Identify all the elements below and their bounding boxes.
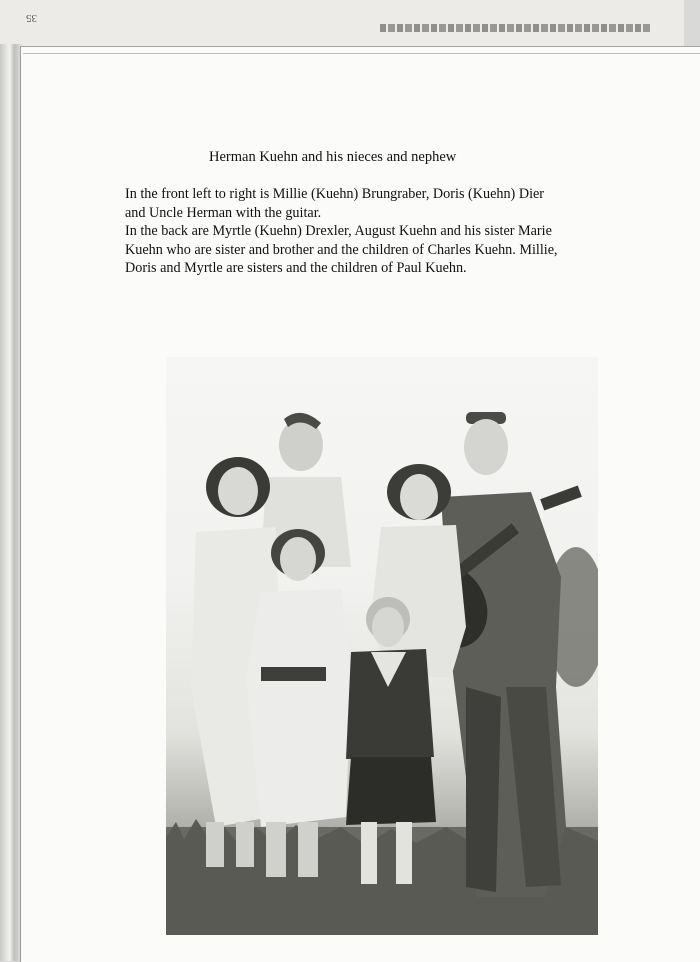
handwritten-note	[380, 24, 650, 32]
caption-line: In the front left to right is Millie (Kuehn) Brungraber, Doris (Kuehn) Dier	[125, 186, 545, 202]
photo-caption	[125, 185, 635, 278]
page-number: 35	[26, 12, 37, 24]
caption-line: Kuehn who are sister and brother and the children of Charles Kuehn. Millie,	[125, 241, 558, 258]
page-title: Herman Kuehn and his nieces and nephew	[209, 149, 457, 165]
caption-line: Doris and Myrtle are sisters and the children of Paul Kuehn.	[125, 260, 467, 277]
caption-line: In the back are Myrtle (Kuehn) Drexler, August Kuehn and his sister Marie	[125, 223, 552, 240]
photo-illustration	[166, 357, 598, 935]
caption-line: and Uncle Herman with the guitar.	[125, 204, 322, 221]
document-page	[20, 46, 700, 962]
figure-herman	[441, 412, 566, 897]
family-photograph	[166, 357, 598, 935]
